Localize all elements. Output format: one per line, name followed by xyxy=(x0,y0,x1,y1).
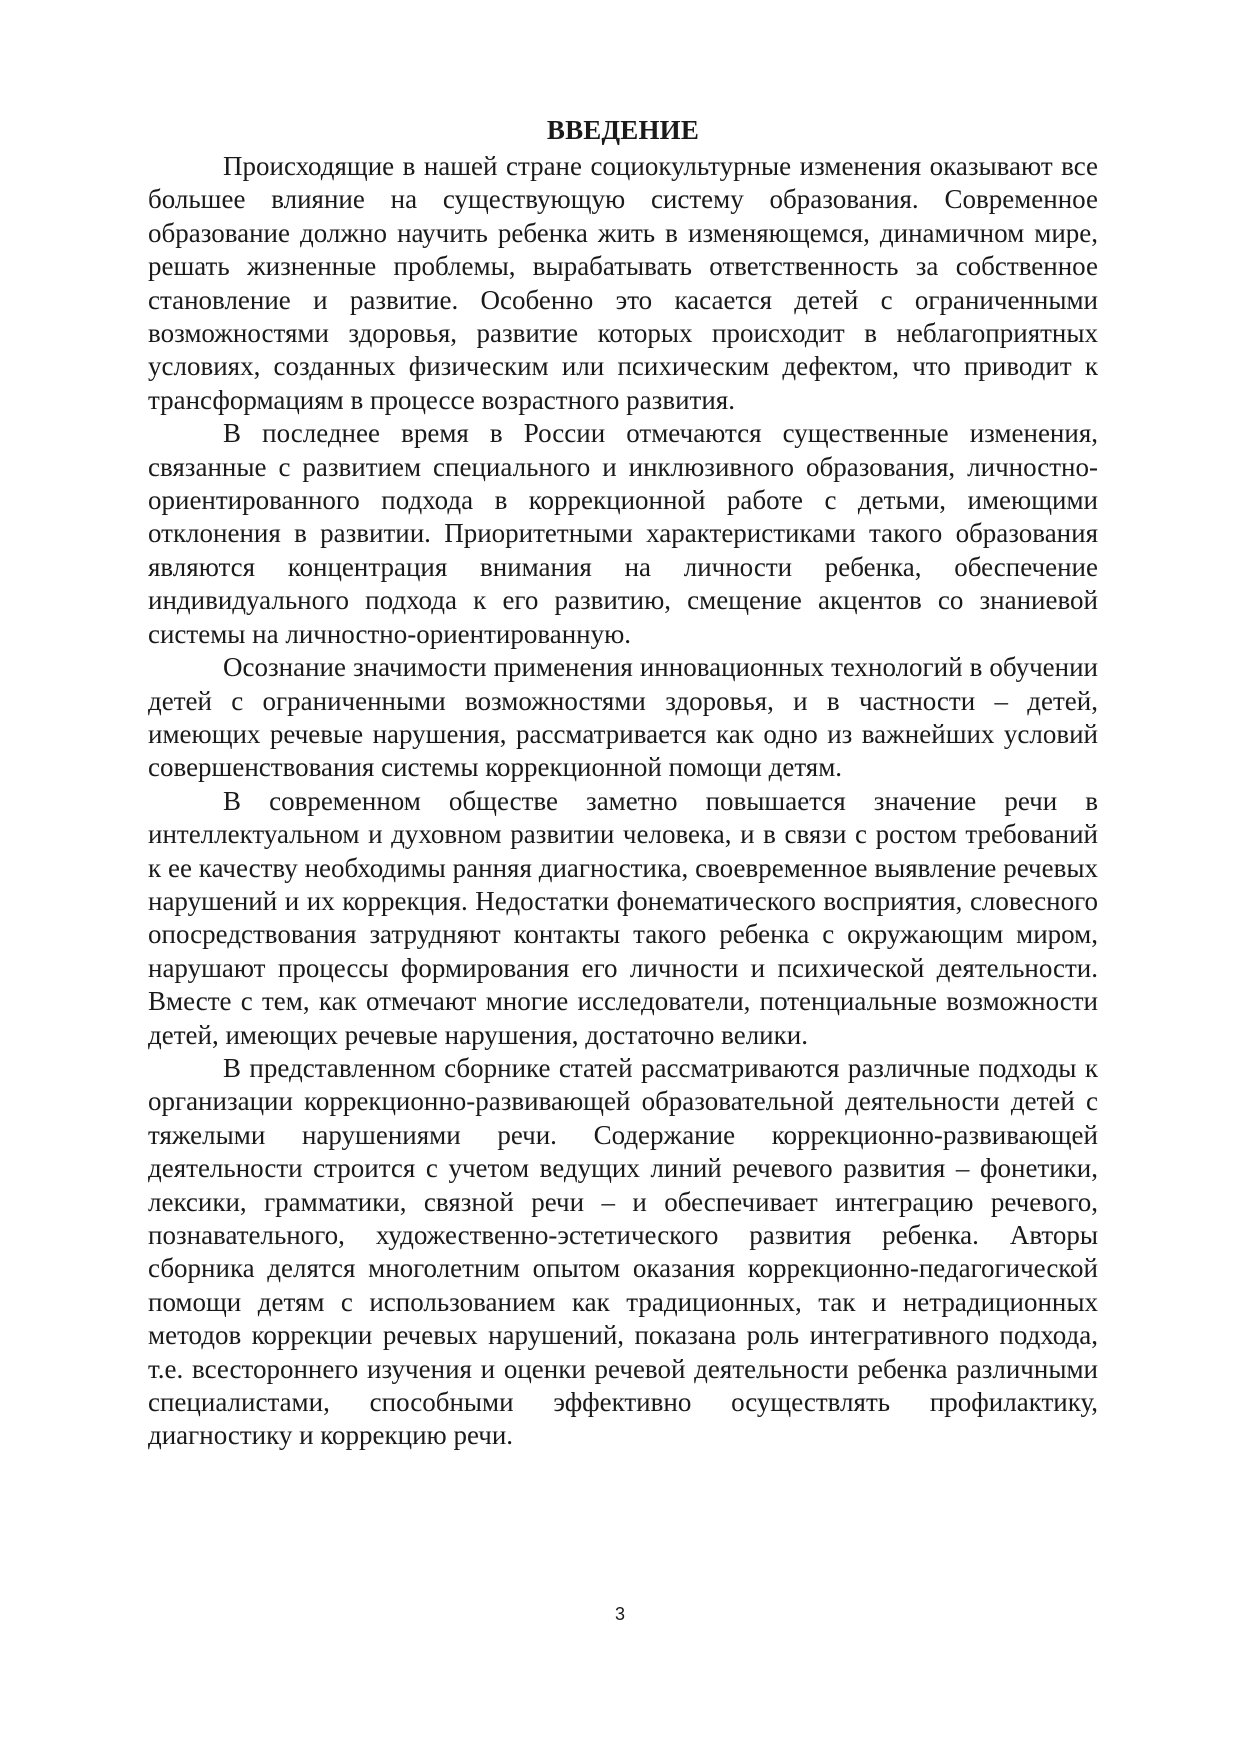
paragraph-5: В представленном сборнике статей рассматриваются различные подходы к организации коррекционно-развивающей образовательной деятельности детей с тяжелыми нарушениями речи. Содержание коррекционно-развивающей деятельности строится с учетом ведущих линий речевого развития – фонетики, лексики, грамматики, связной речи – и обеспечивает интеграцию речевого, познавательного, художественно-эстетического развития ребенка. Авторы сборника делятся многолетним опытом оказания коррекционно-педагогической помощи детям с использованием как традиционных, так и нетрадиционных методов коррекции речевых нарушений, показана роль интегративного подхода, т.е. всестороннего изучения и оценки речевой деятельности ребенка различными специалистами, способными эффективно осуществлять профилактику, диагностику и коррекцию речи. xyxy=(148,1052,1098,1451)
paragraph-3: Осознание значимости применения инновационных технологий в обучении детей с ограниченными возможностями здоровья, и в частности – детей, имеющих речевые нарушения, рассматривается как одно из важнейших условий совершенствования системы коррекционной помощи детям. xyxy=(148,652,1098,783)
page-number: 3 xyxy=(614,1604,625,1624)
paragraph-1: Происходящие в нашей стране социокультурные изменения оказывают все большее влияние на существующую систему образования. Современное образование должно научить ребенка жить в изменяющемся, динамичном мире, решать жизненные проблемы, вырабатывать ответственность за собственное становление и развитие. Особенно это касается детей с ограниченными возможностями здоровья, развитие которых происходит в неблагоприятных условиях, созданных физическим или психическим дефектом, что приводит к трансформациям в процессе возрастного развития. xyxy=(148,151,1098,415)
page-body xyxy=(148,112,1098,1453)
page-title: ВВЕДЕНИЕ xyxy=(546,115,700,145)
paragraph-4: В современном обществе заметно повышается значение речи в интеллектуальном и духовном развитии человека, и в связи с ростом требований к ее качеству необходимы ранняя диагностика, своевременное выявление речевых нарушений и их коррекция. Недостатки фонематического восприятия, словесного опосредствования затрудняют контакты такого ребенка с окружающим миром, нарушают процессы формирования его личности и психической деятельности. Вместе с тем, как отмечают многие исследователи, потенциальные возможности детей, имеющих речевые нарушения, достаточно велики. xyxy=(148,785,1098,1050)
paragraph-2: В последнее время в России отмечаются существенные изменения, связанные с развитием специального и инклюзивного образования, личностно-ориентированного подхода в коррекционной работе с детьми, имеющими отклонения в развитии. Приоритетными характеристиками такого образования являются концентрация внимания на личности ребенка, обеспечение индивидуального подхода к его развитию, смещение акцентов со знаниевой системы на личностно-ориентированную. xyxy=(148,418,1098,649)
